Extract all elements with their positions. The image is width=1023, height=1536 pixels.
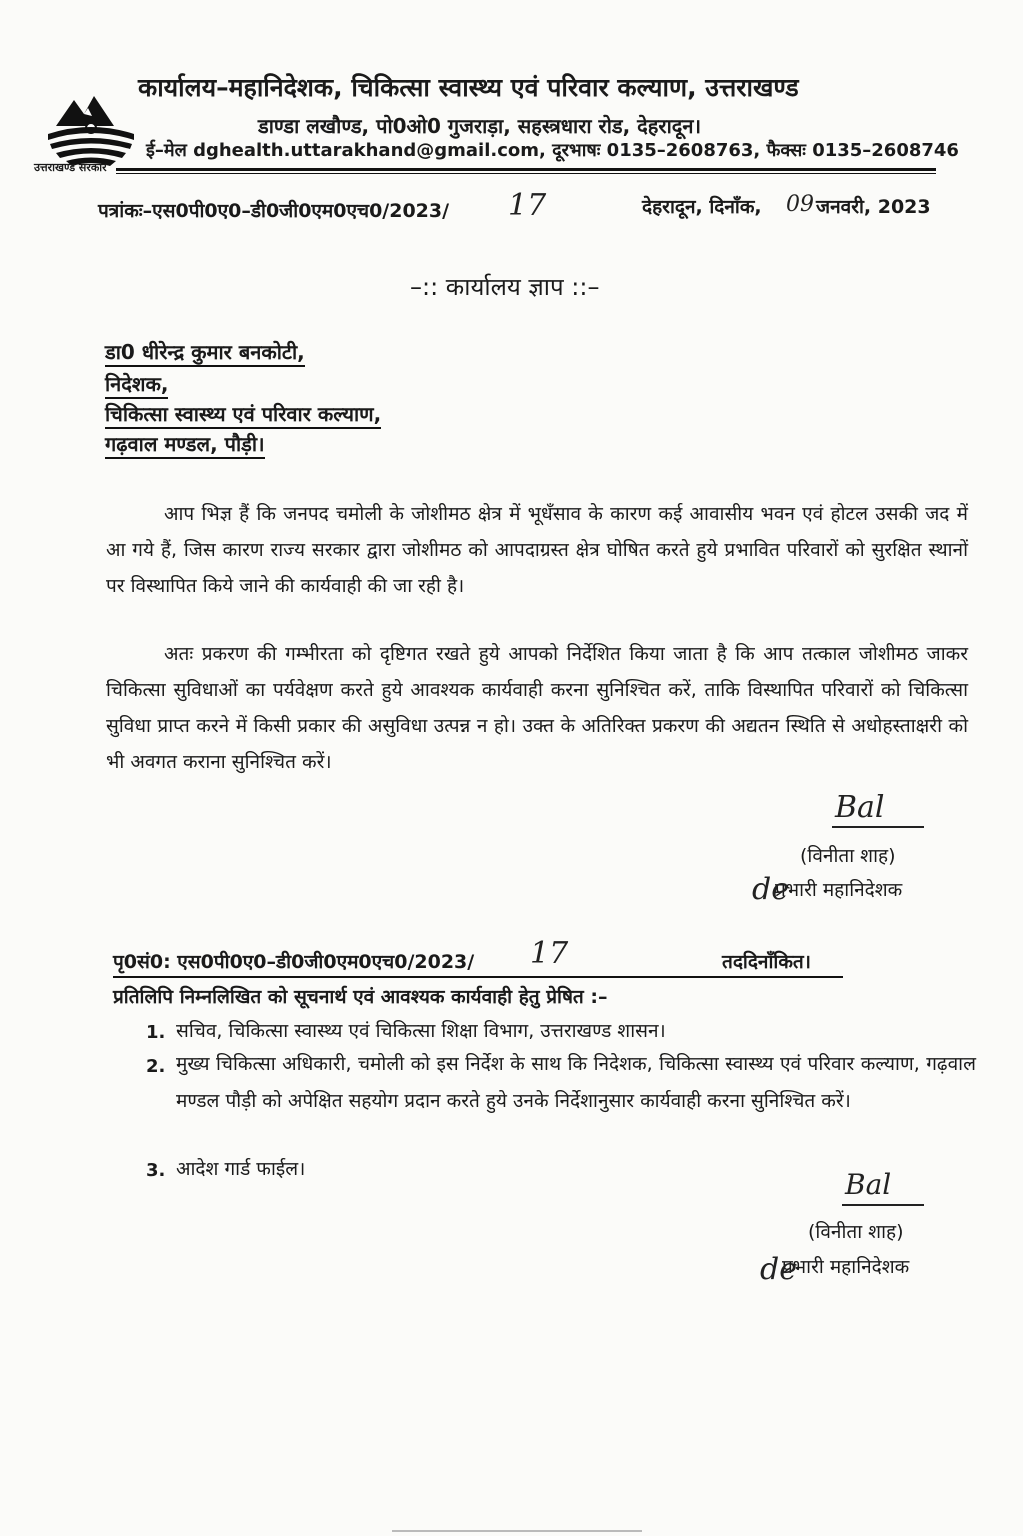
office-address: डाण्डा लखौण्ड, पो0ओ0 गुजराड़ा, सहस्त्रधारा रोड, देहरादून।: [258, 114, 702, 138]
logo-caption: उत्तराखण्ड सरकार: [34, 161, 107, 174]
initials-1: de: [752, 872, 789, 907]
copy-heading: प्रतिलिपि निम्नलिखित को सूचनार्थ एवं आवश्यक कार्यवाही हेतु प्रेषित :–: [113, 986, 608, 1008]
header-divider-thin: [116, 173, 936, 174]
endorsement-number-handwritten: 17: [530, 936, 569, 971]
header-divider: [116, 168, 936, 171]
date-suffix: जनवरी, 2023: [816, 196, 931, 218]
signatory-designation-2: प्रभारी महानिदेशक: [782, 1256, 910, 1278]
initials-2: de: [760, 1252, 797, 1287]
copy-item-number: 1.: [146, 1022, 166, 1043]
addressee-line-2: निदेशक,: [105, 370, 168, 397]
signature-2: Bal: [845, 1168, 892, 1201]
page-edge-mark: [392, 1530, 642, 1532]
signature-1: Bal: [835, 790, 885, 825]
copy-item-number: 3.: [146, 1160, 166, 1181]
letter-number-handwritten: 17: [508, 188, 547, 223]
memo-title: –:: कार्यालय ज्ञाप ::–: [410, 273, 600, 301]
signature-1-stroke: [832, 826, 924, 828]
copy-item-1: सचिव, चिकित्सा स्वास्थ्य एवं चिकित्सा शिक्षा विभाग, उत्तराखण्ड शासन।: [176, 1020, 666, 1042]
endorsement-underline: [113, 976, 843, 978]
date-prefix: देहरादून, दिनाँक,: [642, 196, 762, 218]
signatory-designation-1: प्रभारी महानिदेशक: [775, 879, 903, 901]
signatory-name-2: (विनीता शाह): [808, 1221, 904, 1243]
body-paragraph-1: आप भिज्ञ हैं कि जनपद चमोली के जोशीमठ क्षेत्र में भूधँसाव के कारण कई आवासीय भवन एवं होटल उसकी जद में आ गये हैं, जिस कारण राज्य सरकार द्वारा जोशीमठ को आपदाग्रस्त क्षेत्र घोषित करते हुये प्रभावित परिवारों को सुरक्षित स्थानों पर विस्थापित किये जाने की कार्यवाही की जा रही है।: [106, 503, 968, 597]
office-title: कार्यालय–महानिदेशक, चिकित्सा स्वास्थ्य एवं परिवार कल्याण, उत्तराखण्ड: [138, 73, 799, 102]
copy-item-3: आदेश गार्ड फाईल।: [176, 1158, 306, 1180]
body-paragraph-2: अतः प्रकरण की गम्भीरता को दृष्टिगत रखते हुये आपको निर्देशित किया जाता है कि आप तत्काल जोशीमठ जाकर चिकित्सा सुविधाओं का पर्यवेक्षण करते हुये आवश्यक कार्यवाही करना सुनिश्चित करें, ताकि विस्थापित परिवारों को चिकित्सा सुविधा प्राप्त करने में किसी प्रकार की असुविधा उत्पन्न न हो। उक्त के अतिरिक्त प्रकरण की अद्यतन स्थिति से अधोहस्ताक्षरी को भी अवगत कराना सुनिश्चित करें।: [106, 643, 968, 773]
endorsement-date: तददिनाँकित।: [722, 951, 811, 973]
signature-2-stroke: [842, 1204, 924, 1206]
date-handwritten: 09: [786, 192, 814, 217]
addressee-line-3: चिकित्सा स्वास्थ्य एवं परिवार कल्याण,: [105, 400, 381, 427]
signatory-name-1: (विनीता शाह): [800, 845, 896, 867]
endorsement-number: पृ0सं0: एस0पी0ए0–डी0जी0एम0एच0/2023/: [113, 951, 475, 973]
addressee-line-4: गढ़वाल मण्डल, पौड़ी।: [105, 430, 265, 457]
addressee-line-1: डा0 धीरेन्द्र कुमार बनकोटी,: [105, 338, 305, 365]
copy-item-2: मुख्य चिकित्सा अधिकारी, चमोली को इस निर्देश के साथ कि निदेशक, चिकित्सा स्वास्थ्य एवं परिवार कल्याण, गढ़वाल मण्डल पौड़ी को अपेक्षित सहयोग प्रदान करते हुये उनके निर्देशानुसार कार्यवाही करना सुनिश्चित करें।: [176, 1053, 976, 1112]
office-contact: ई–मेल dghealth.uttarakhand@gmail.com, दूरभाषः 0135–2608763, फैक्सः 0135–2608746: [146, 140, 959, 161]
letter-number: पत्रांकः–एस0पी0ए0–डी0जी0एम0एच0/2023/: [98, 200, 450, 222]
copy-item-number: 2.: [146, 1056, 166, 1077]
